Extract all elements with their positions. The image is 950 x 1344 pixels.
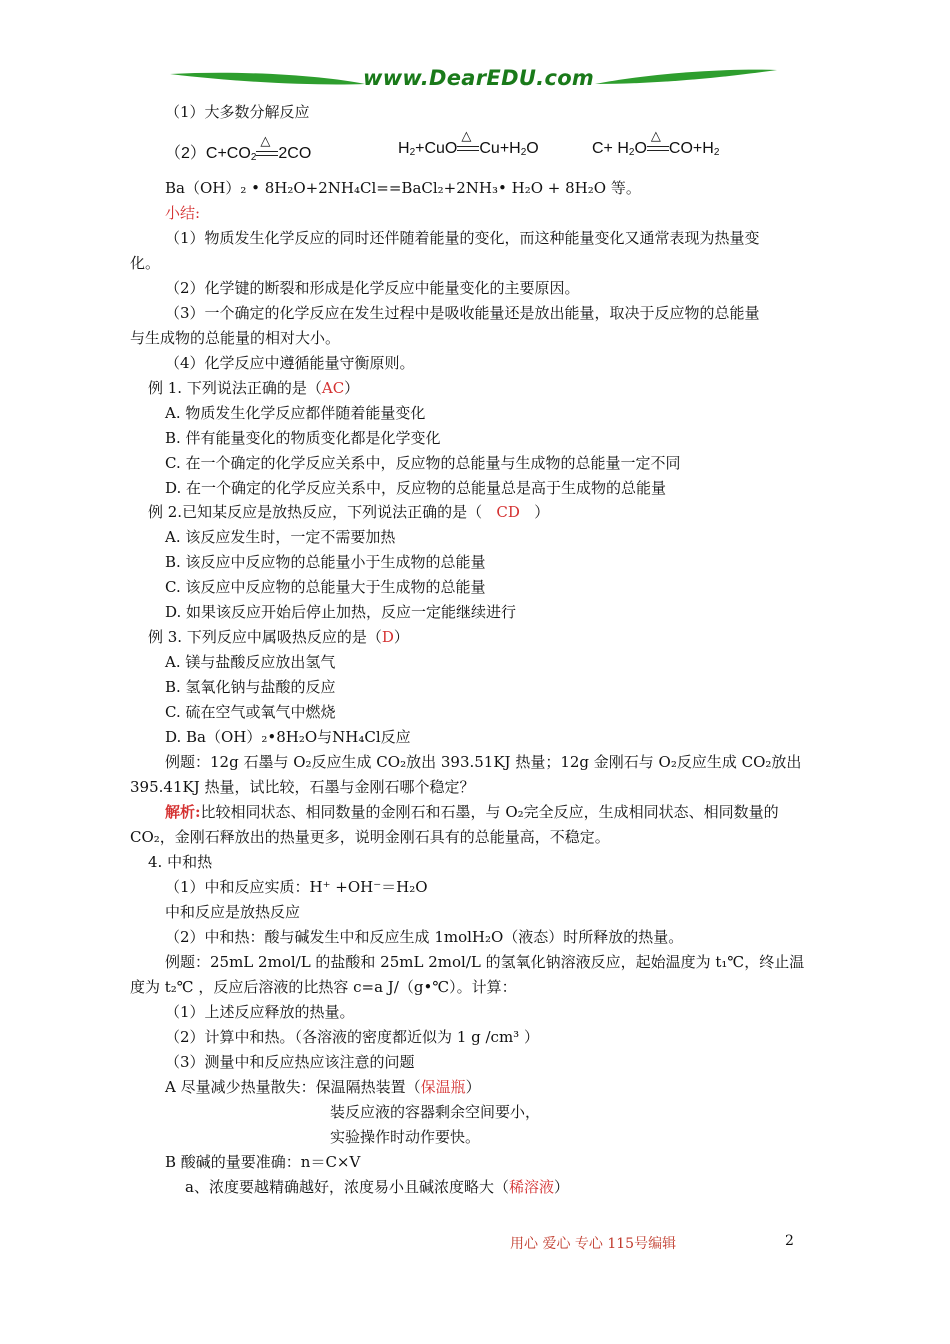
equation-1: $(2)C+CO_2$ △ 2CO: [165, 132, 312, 163]
brand-logo[interactable]: www.DearEDU.com: [363, 66, 595, 90]
question-2e: （3）测量中和反应热应该注意的问题: [165, 1053, 415, 1071]
question-1b: 395.41KJ 热量，试比较，石墨与金刚石哪个稳定？: [130, 778, 475, 796]
analysis-b: CO₂，金刚石释放出的热量更多，说明金刚石具有的总能量高，不稳定。: [130, 828, 610, 846]
example-1-d: D. 在一个确定的化学反应关系中，反应物的总能量总是高于生成物的总能量: [165, 479, 667, 497]
example-3-b: B. 氢氧化钠与盐酸的反应: [165, 678, 336, 696]
summary-3b: 与生成物的总能量的相对大小。: [130, 329, 341, 347]
point-b-a: a、浓度要越精确越好，浓度易小且碱浓度略大（稀溶液）: [185, 1178, 569, 1196]
summary-4: （4）化学反应中遵循能量守衡原则。: [165, 354, 415, 372]
delta-icon: △: [461, 127, 472, 143]
example-2-d: D. 如果该反应开始后停止加热，反应一定能继续进行: [165, 603, 517, 621]
question-1a: 例题：12g 石墨与 O₂反应生成 CO₂放出 393.51KJ 热量；12g 金刚石与 O₂反应生成 CO₂放出: [165, 753, 802, 771]
summary-2: （2）化学键的断裂和形成是化学反应中能量变化的主要原因。: [165, 279, 580, 297]
example-3-c: C. 硫在空气或氧气中燃烧: [165, 703, 336, 721]
example-2-a: A. 该反应发生时，一定不需要加热: [165, 528, 396, 546]
example-2: 例 2.已知某反应是放热反应，下列说法正确的是（ CD ）: [148, 503, 550, 521]
example-2-c: C. 该反应中反应物的总能量大于生成物的总能量: [165, 578, 486, 596]
equation-2: $H_2+CuO$ △ $Cu+H_2O$: [398, 127, 539, 158]
site-header: [165, 62, 780, 102]
question-2a: 例题：25mL 2mol/L 的盐酸和 25mL 2mol/L 的氢氧化钠溶液反应，起始温度为 t₁℃，终止温: [165, 953, 805, 971]
example-1-c: C. 在一个确定的化学反应关系中，反应物的总能量与生成物的总能量一定不同: [165, 454, 681, 472]
summary-1a: （1）物质发生化学反应的同时还伴随着能量的变化，而这种能量变化又通常表现为热量变: [165, 229, 760, 247]
summary-3a: （3）一个确定的化学反应在发生过程中是吸收能量还是放出能量，取决于反应物的总能量: [165, 304, 760, 322]
point-a-3: 实验操作时动作要快。: [330, 1128, 481, 1146]
summary-label: 小结:: [165, 204, 201, 222]
question-2d: （2）计算中和热。（各溶液的密度都近似为 1 g /cm³ ）: [165, 1028, 539, 1046]
footer-text: 用心 爱心 专心 115号编辑: [510, 1236, 677, 1252]
analysis: 解析:比较相同状态、相同数量的金刚石和石墨，与 O₂完全反应，生成相同状态、相同数量的: [165, 803, 779, 821]
example-3-a: A. 镁与盐酸反应放出氢气: [165, 653, 336, 671]
point-a-2: 装反应液的容器剩余空间要小，: [330, 1103, 541, 1121]
line-1: （1）大多数分解反应: [165, 103, 310, 121]
neutral-1: （1）中和反应实质：H⁺ +OH⁻＝H₂O: [165, 878, 428, 896]
section-4-heading: 4. 中和热: [148, 853, 213, 871]
line-ba-oh: Ba（OH）₂ • 8H₂O+2NH₄Cl==BaCl₂+2NH₃• H₂O + 8H₂O 等。: [165, 179, 641, 197]
neutral-1b: 中和反应是放热反应: [165, 903, 301, 921]
delta-icon: △: [260, 132, 271, 148]
question-2c: （1）上述反应释放的热量。: [165, 1003, 355, 1021]
question-2b: 度为 t₂℃ ，反应后溶液的比热容 c=a J/（g•℃）。计算：: [130, 978, 517, 996]
example-3: 例 3. 下列反应中属吸热反应的是（D）: [148, 628, 409, 646]
equation-3: $C+ H_2O$ △ $CO+H_2$: [592, 127, 720, 158]
example-2-b: B. 该反应中反应物的总能量小于生成物的总能量: [165, 553, 486, 571]
example-1-b: B. 伴有能量变化的物质变化都是化学变化: [165, 429, 441, 447]
neutral-2: （2）中和热：酸与碱发生中和反应生成 1molH₂O（液态）时所释放的热量。: [165, 928, 684, 946]
point-b: B 酸碱的量要准确：n＝C×V: [165, 1153, 361, 1171]
page-number: 2: [785, 1233, 794, 1249]
example-1-a: A. 物质发生化学反应都伴随着能量变化: [165, 404, 426, 422]
example-3-d: D. Ba（OH）₂•8H₂O与NH₄Cl反应: [165, 728, 411, 746]
summary-1b: 化。: [130, 254, 161, 272]
example-1: 例 1. 下列说法正确的是（AC）: [148, 379, 360, 397]
point-a: A 尽量减少热量散失：保温隔热装置（保温瓶）: [165, 1078, 481, 1096]
delta-icon: △: [650, 127, 661, 143]
